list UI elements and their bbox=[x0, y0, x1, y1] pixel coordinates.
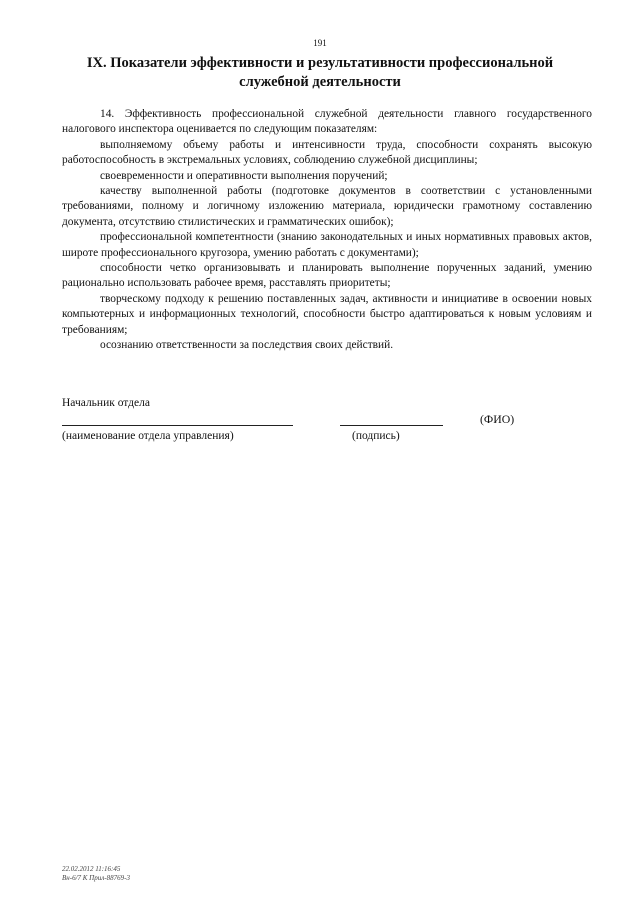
signature-head: Начальник отдела bbox=[62, 397, 150, 409]
footer-timestamp: 22.02.2012 11:16:45 bbox=[62, 865, 121, 873]
document-footer bbox=[62, 865, 130, 883]
paragraph-quality: качеству выполненной работы (подготовке документов в соответствии с установленными требованиями, полному и логичному изложению материала, юридически грамотному составлению документа, отсутствию стилистических и грамматических ошибок); bbox=[62, 185, 592, 228]
signature-line bbox=[340, 425, 443, 426]
department-signature-line bbox=[62, 425, 293, 426]
paragraph-responsibility: осознанию ответственности за последствия своих действий. bbox=[100, 339, 394, 352]
paragraph-timeliness: своевременности и оперативности выполнения поручений; bbox=[100, 169, 388, 182]
paragraph-creativity: творческому подходу к решению поставленных задач, активности и инициативе в освоении новых компьютерных и информационных технологий, способности быстро адаптироваться к новым условиям и требованиям; bbox=[62, 292, 592, 336]
paragraph-organization: способности четко организовывать и планировать выполнение порученных заданий, умению рационально использовать рабочее время, расставлять приоритеты; bbox=[62, 262, 592, 290]
fio-label: (ФИО) bbox=[480, 412, 515, 426]
section-title-line-2: служебной деятельности bbox=[239, 74, 401, 90]
section-title-line-1: IX. Показатели эффективности и результативности профессиональной bbox=[86, 55, 554, 71]
department-caption: (наименование отдела управления) bbox=[62, 430, 234, 442]
paragraph-competence: профессиональной компетентности (знанию законодательных и иных нормативных правовых актов, широте профессионального кругозора, умению работать с документами); bbox=[62, 231, 592, 259]
signature-caption: (подпись) bbox=[352, 430, 400, 442]
footer-reference: Вн-6/7 К Прил-88769-3 bbox=[62, 874, 130, 882]
paragraph-workload: выполняемому объему работы и интенсивности труда, способности сохранять высокую работоспособность в экстремальных условиях, соблюдению служебной дисциплины; bbox=[62, 138, 592, 167]
paragraph-intro: 14. Эффективность профессиональной служебной деятельности главного государственного налогового инспектора оценивается по следующим показателям: bbox=[62, 108, 592, 136]
section-title bbox=[40, 54, 600, 92]
page-number: 191 bbox=[313, 38, 327, 48]
document-body bbox=[62, 107, 592, 354]
